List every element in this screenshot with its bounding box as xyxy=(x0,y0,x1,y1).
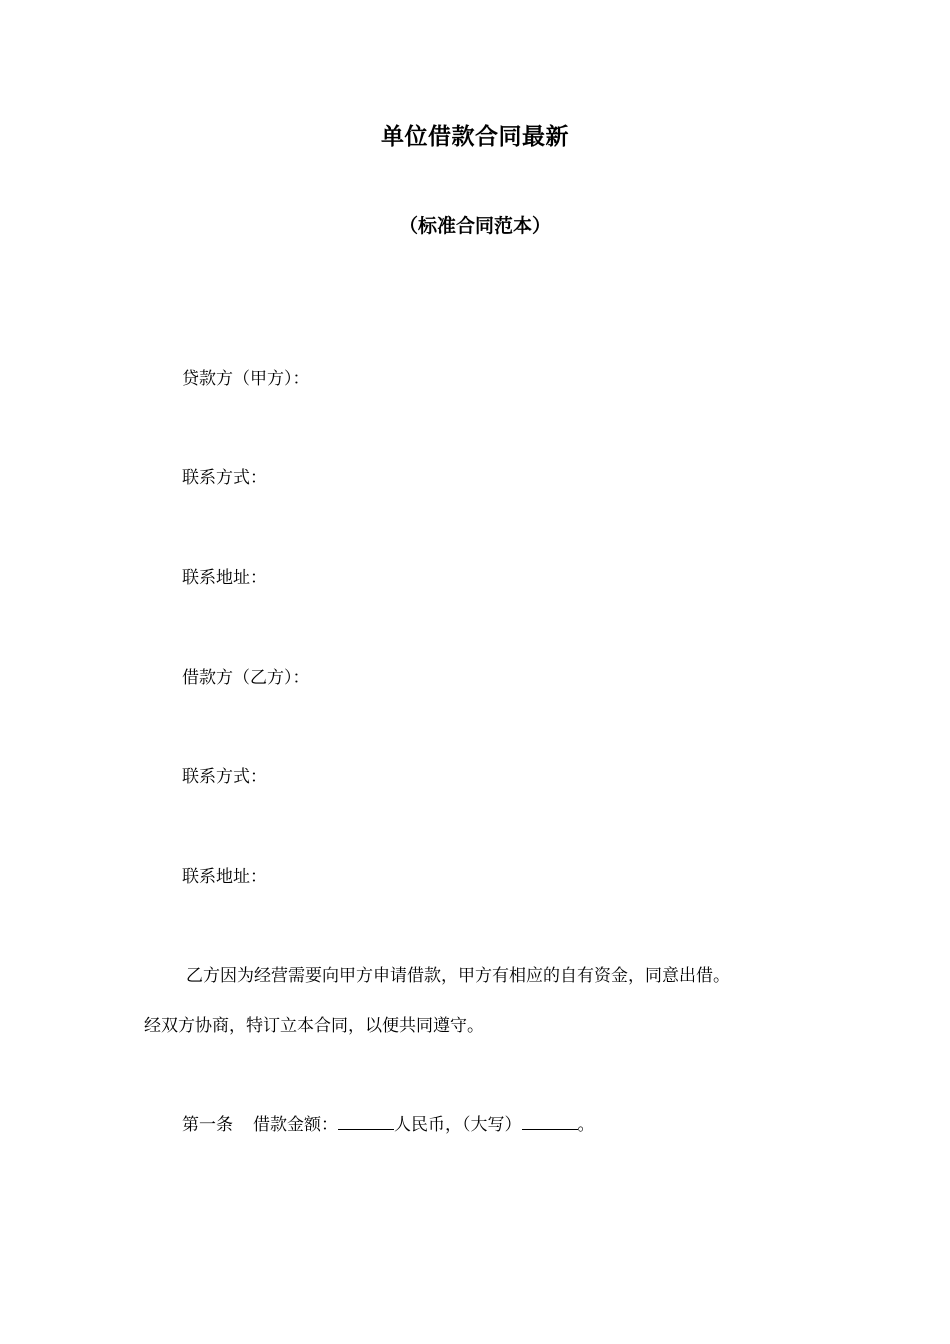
document-title: 单位借款合同最新 xyxy=(381,124,569,150)
article-1-end: 。 xyxy=(577,1115,595,1135)
amount-blank xyxy=(338,1115,394,1130)
lender-label: 贷款方（甲方）： xyxy=(182,369,310,389)
article-1-currency: 人民币，（大写） xyxy=(394,1115,522,1135)
intro-paragraph-line-2: 经双方协商，特订立本合同，以便共同遵守。 xyxy=(144,1016,484,1036)
article-1-number: 第一条 xyxy=(182,1115,233,1135)
lender-address-label: 联系地址： xyxy=(182,568,267,588)
document-subtitle: （标准合同范本） xyxy=(398,215,551,237)
borrower-address-label: 联系地址： xyxy=(182,867,267,887)
borrower-contact-label: 联系方式： xyxy=(182,767,267,787)
article-1 xyxy=(182,1113,595,1137)
lender-contact-label: 联系方式： xyxy=(182,468,267,488)
borrower-label: 借款方（乙方）： xyxy=(182,668,310,688)
intro-paragraph-line-1: 乙方因为经营需要向甲方申请借款，甲方有相应的自有资金，同意出借。 xyxy=(186,966,730,986)
amount-uppercase-blank xyxy=(522,1115,578,1130)
article-1-label: 借款金额： xyxy=(253,1115,338,1135)
